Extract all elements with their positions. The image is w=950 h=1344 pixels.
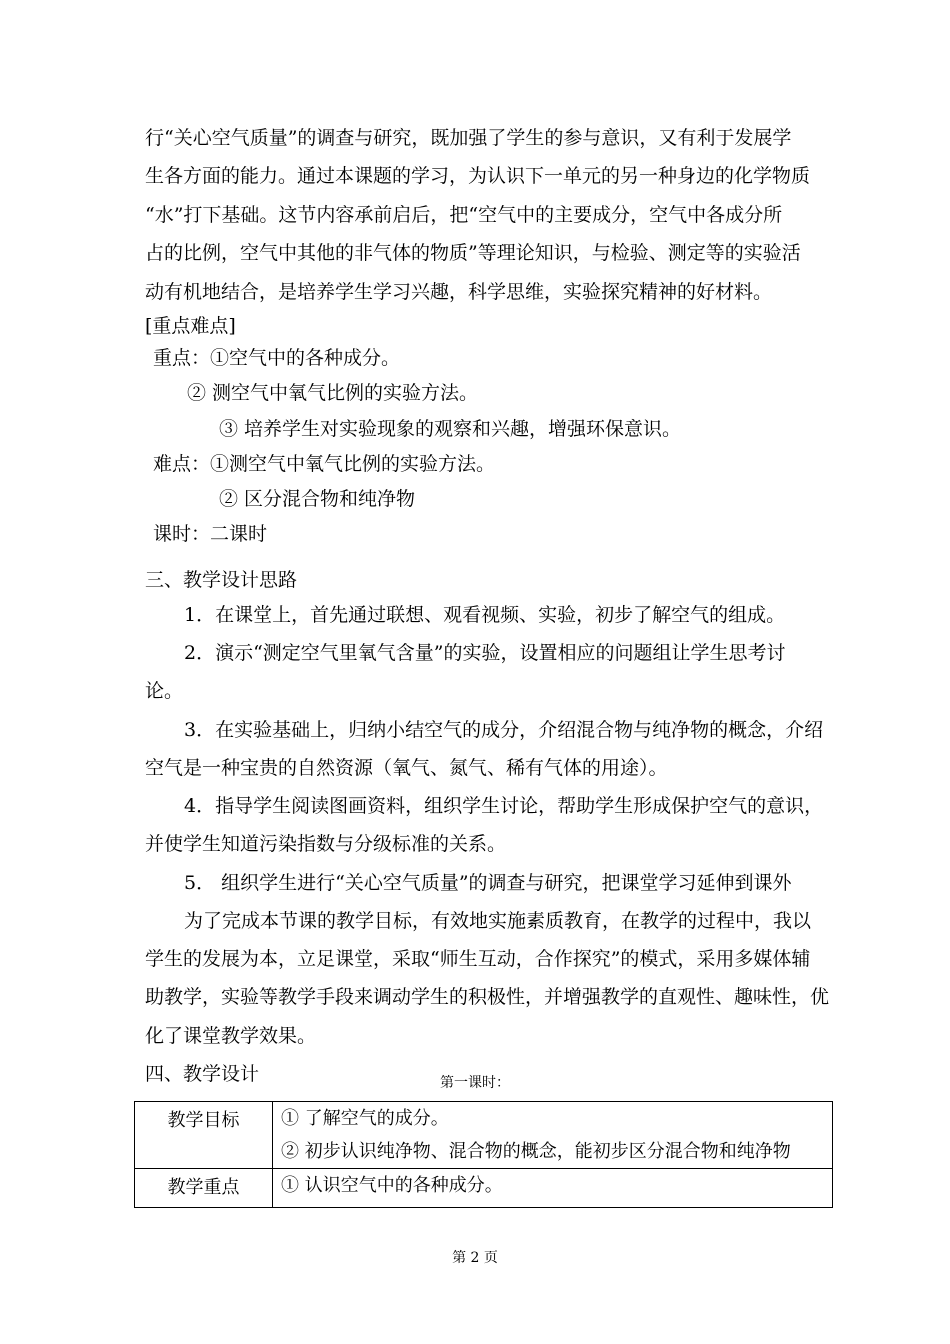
teaching-design-table — [134, 1101, 833, 1208]
section-heading: 四、教学设计 — [145, 1063, 260, 1085]
intro-line: 动有机地结合，是培养学生学习兴趣，科学思维，实验探究精神的好材料。 — [145, 281, 773, 303]
class-hours: 课时：二课时 — [153, 523, 268, 545]
design-line: 论。 — [145, 680, 184, 702]
intro-line: “水”打下基础。这节内容承前启后，把“空气中的主要成分，空气中各成分所 — [145, 204, 783, 226]
design-line: 助教学，实验等教学手段来调动学生的积极性，并增强教学的直观性、趣味性，优 — [145, 986, 830, 1008]
page-number: 第 2 页 — [452, 1250, 498, 1266]
row-label: 教学重点 — [135, 1169, 273, 1208]
key-point-line: ② 测空气中氧气比例的实验方法。 — [187, 382, 479, 404]
intro-line: 行“关心空气质量”的调查与研究，既加强了学生的参与意识，又有利于发展学 — [145, 127, 792, 149]
design-line: 为了完成本节课的教学目标，有效地实施素质教育，在教学的过程中，我以 — [184, 910, 812, 932]
objective-item: ② 初步认识纯净物、混合物的概念，能初步区分混合物和纯净物 — [281, 1141, 791, 1162]
table-row — [135, 1169, 833, 1208]
design-line: 4．指导学生阅读图画资料，组织学生讨论，帮助学生形成保护空气的意识， — [184, 795, 824, 817]
row-content — [273, 1169, 833, 1208]
key-point-line: 重点：①空气中的各种成分。 — [153, 347, 401, 369]
difficult-point-line: ② 区分混合物和纯净物 — [219, 488, 416, 510]
intro-line: 生各方面的能力。通过本课题的学习，为认识下一单元的另一种身边的化学物质 — [145, 165, 811, 187]
design-line: 学生的发展为本，立足课堂，采取“师生互动，合作探究”的模式，采用多媒体辅 — [145, 948, 811, 970]
design-line: 化了课堂教学效果。 — [145, 1025, 317, 1047]
difficult-point-line: 难点：①测空气中氧气比例的实验方法。 — [153, 453, 496, 475]
design-line: 3．在实验基础上，归纳小结空气的成分，介绍混合物与纯净物的概念，介绍 — [184, 719, 824, 741]
design-line: 并使学生知道污染指数与分级标准的关系。 — [145, 833, 507, 855]
objective-item: ① 了解空气的成分。 — [281, 1108, 449, 1129]
design-line: 1．在课堂上，首先通过联想、观看视频、实验，初步了解空气的组成。 — [184, 604, 786, 626]
design-line: 5． 组织学生进行“关心空气质量”的调查与研究，把课堂学习延伸到课外 — [184, 872, 792, 894]
row-content — [273, 1102, 833, 1169]
table-caption: 第一课时： — [440, 1075, 510, 1091]
design-line: 空气是一种宝贵的自然资源（氧气、氮气、稀有气体的用途）。 — [145, 757, 668, 779]
key-point-line: ③ 培养学生对实验现象的观察和兴趣，增强环保意识。 — [219, 418, 682, 440]
key-points-heading: [重点难点] — [145, 315, 236, 337]
key-item: ① 认识空气中的各种成分。 — [281, 1175, 503, 1196]
design-line: 2．演示“测定空气里氧气含量”的实验，设置相应的问题组让学生思考讨 — [184, 642, 786, 664]
section-heading: 三、教学设计思路 — [145, 569, 298, 591]
table-row — [135, 1102, 833, 1169]
row-label: 教学目标 — [135, 1102, 273, 1169]
intro-line: 占的比例，空气中其他的非气体的物质”等理论知识，与检验、测定等的实验活 — [145, 242, 801, 264]
